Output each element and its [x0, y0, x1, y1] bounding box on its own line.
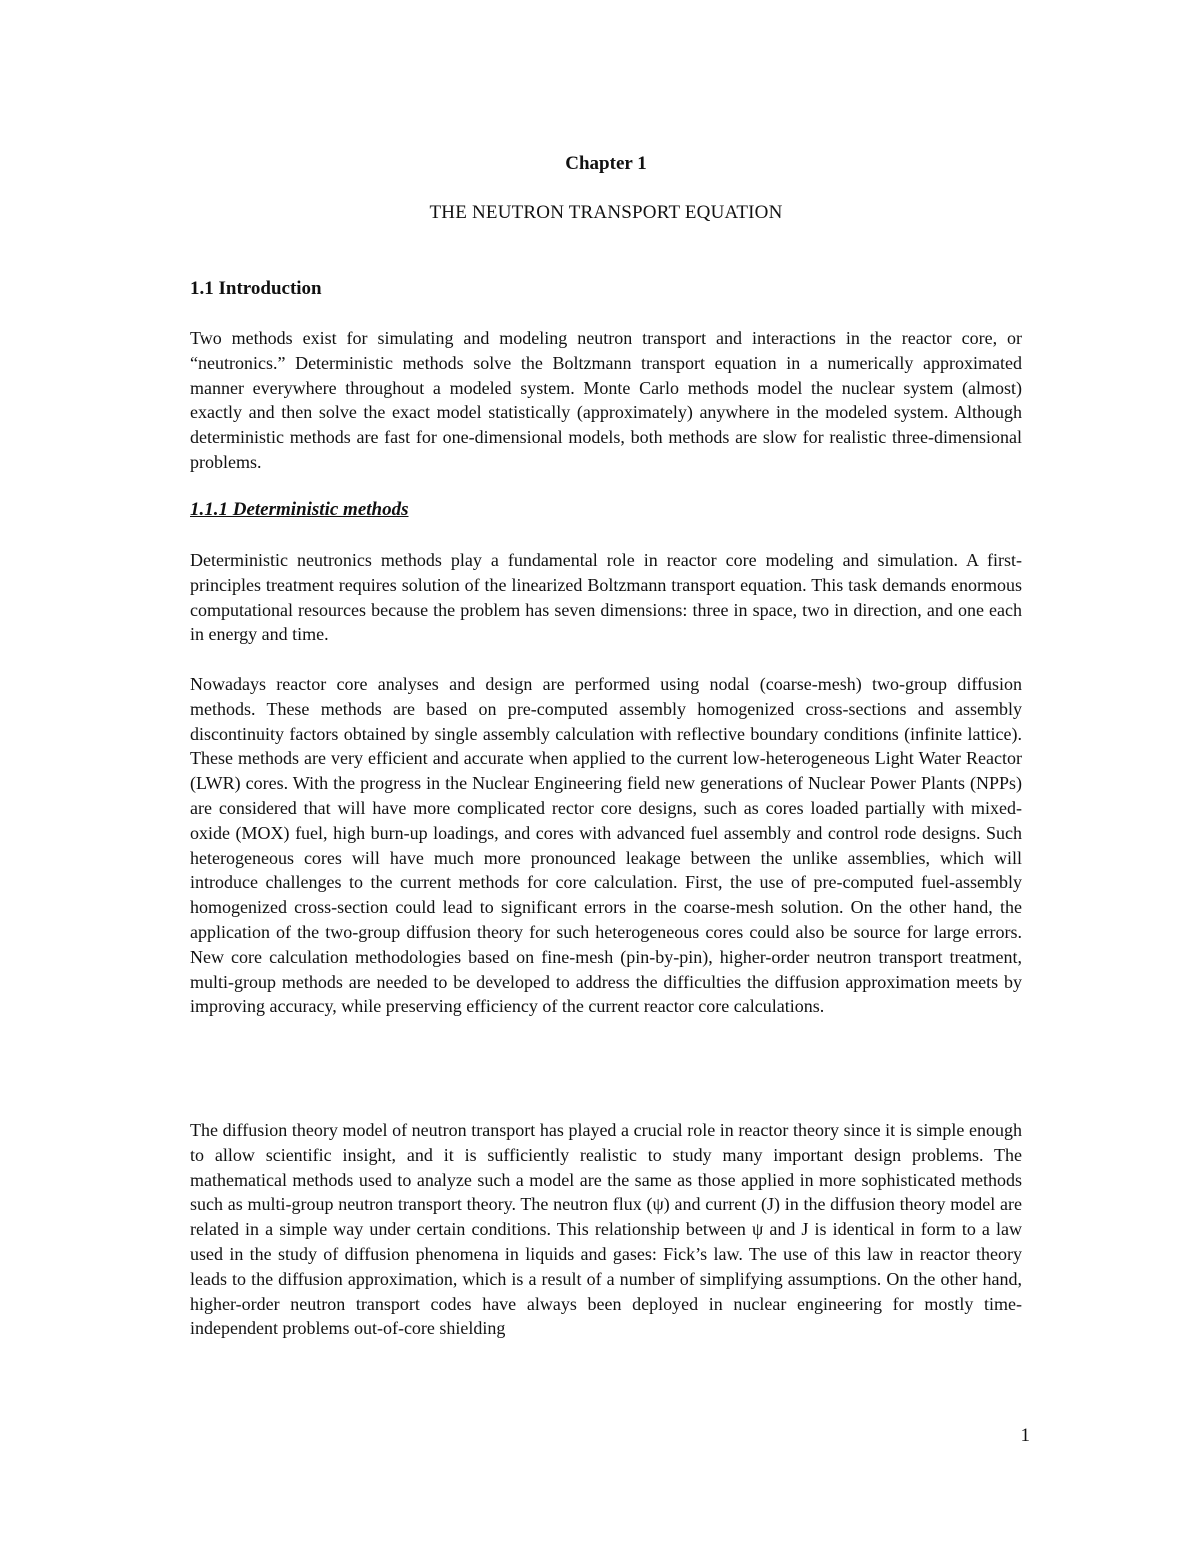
section-heading-introduction: 1.1 Introduction	[190, 278, 322, 299]
paragraph-nodal-diffusion: Nowadays reactor core analyses and design are performed using nodal (coarse-mesh) two-group diffusion methods. These methods are based on pre-computed assembly homogenized cross-sections and assembly discontinuity factors obtained by single assembly calculation with reflective boundary conditions (infinite lattice). These methods are very efficient and accurate when applied to the current low-heterogeneous Light Water Reactor (LWR) cores. With the progress in the Nuclear Engineering field new generations of Nuclear Power Plants (NPPs) are considered that will have more complicated rector core designs, such as cores loaded partially with mixed-oxide (MOX) fuel, high burn-up loadings, and cores with advanced fuel assembly and control rode designs. Such heterogeneous cores will have much more pronounced leakage between the unlike assemblies, which will introduce challenges to the current methods for core calculation. First, the use of pre-computed fuel-assembly homogenized cross-section could lead to significant errors in the coarse-mesh solution. On the other hand, the application of the two-group diffusion theory for such heterogeneous cores could also be source for large errors. New core calculation methodologies based on fine-mesh (pin-by-pin), higher-order neutron transport treatment, multi-group methods are needed to be developed to address the difficulties the diffusion approximation meets by improving accuracy, while preserving efficiency of the current reactor core calculations.	[190, 674, 1022, 1017]
section-heading-deterministic-methods: 1.1.1 Deterministic methods	[190, 499, 409, 520]
chapter-label: Chapter 1	[565, 153, 647, 174]
paragraph-deterministic-overview: Deterministic neutronics methods play a fundamental role in reactor core modeling and simulation. A first-principles treatment requires solution of the linearized Boltzmann transport equation. This task demands enormous computational resources because the problem has seven dimensions: three in space, two in direction, and one each in energy and time.	[190, 550, 1022, 645]
page-number: 1	[1020, 1425, 1030, 1446]
paragraph-diffusion-theory: The diffusion theory model of neutron transport has played a crucial role in reactor theory since it is simple enough to allow scientific insight, and it is sufficiently realistic to study many important design problems. The mathematical methods used to analyze such a model are the same as those applied in more sophisticated methods such as multi-group neutron transport theory. The neutron flux (ψ) and current (J) in the diffusion theory model are related in a simple way under certain conditions. This relationship between ψ and J is identical in form to a law used in the study of diffusion phenomena in liquids and gases: Fick’s law. The use of this law in reactor theory leads to the diffusion approximation, which is a result of a number of simplifying assumptions. On the other hand, higher-order neutron transport codes have always been deployed in nuclear engineering for mostly time-independent problems out-of-core shielding	[190, 1120, 1022, 1339]
chapter-title: THE NEUTRON TRANSPORT EQUATION	[429, 202, 783, 223]
paragraph-introduction: Two methods exist for simulating and modeling neutron transport and interactions in the reactor core, or “neutronics.” Deterministic methods solve the Boltzmann transport equation in a numerically approximated manner everywhere throughout a modeled system. Monte Carlo methods model the nuclear system (almost) exactly and then solve the exact model statistically (approximately) anywhere in the modeled system. Although deterministic methods are fast for one-dimensional models, both methods are slow for realistic three-dimensional problems.	[190, 328, 1022, 472]
